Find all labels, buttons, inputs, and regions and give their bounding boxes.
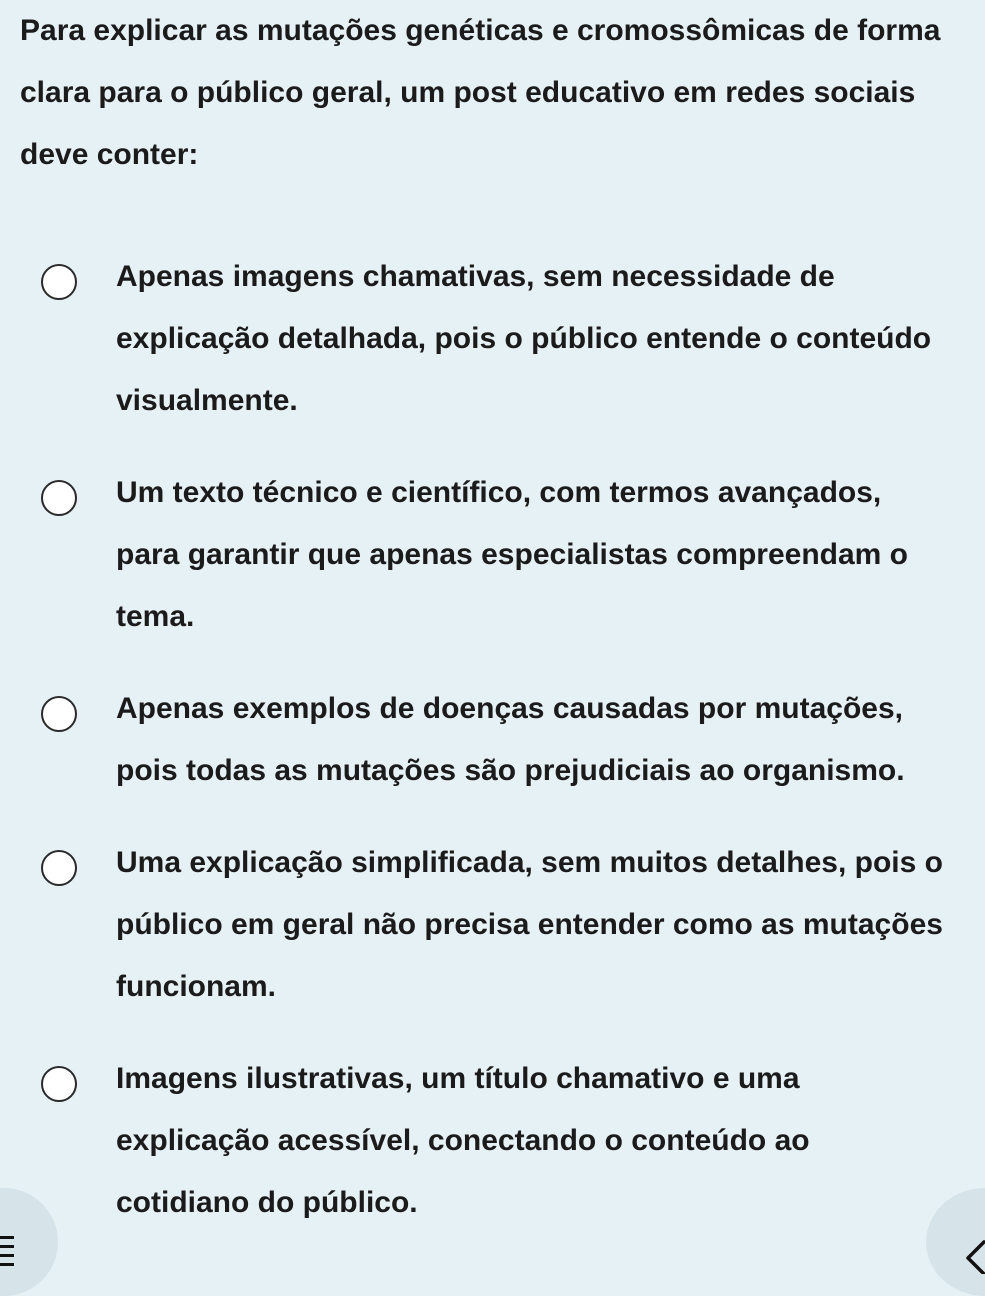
chevron-left-icon [962, 1238, 985, 1274]
radio-button[interactable] [41, 696, 77, 732]
answer-options [0, 246, 985, 1264]
option-4[interactable] [0, 832, 946, 1018]
question-text: Para explicar as mutações genéticas e cromossômicas de forma clara para o público geral, um post educativo em redes sociais deve conter: [20, 14, 941, 171]
option-3[interactable] [0, 678, 946, 802]
menu-icon [0, 1236, 14, 1274]
radio-button[interactable] [41, 480, 77, 516]
radio-button[interactable] [41, 850, 77, 886]
option-label: Um texto técnico e científico, com termos avançados, para garantir que apenas especialistas compreendam o tema. [116, 476, 908, 633]
option-label: Uma explicação simplificada, sem muitos detalhes, pois o público em geral não precisa entender como as mutações funcionam. [116, 846, 943, 1003]
option-label: Apenas imagens chamativas, sem necessidade de explicação detalhada, pois o público entende o conteúdo visualmente. [116, 260, 932, 417]
radio-button[interactable] [41, 264, 77, 300]
option-2[interactable] [0, 462, 946, 648]
radio-button[interactable] [41, 1066, 77, 1102]
option-5[interactable] [0, 1048, 946, 1234]
option-1[interactable] [0, 246, 946, 432]
option-label: Apenas exemplos de doenças causadas por mutações, pois todas as mutações são prejudiciais ao organismo. [116, 692, 905, 787]
option-label: Imagens ilustrativas, um título chamativo e uma explicação acessível, conectando o conteúdo ao cotidiano do público. [116, 1062, 810, 1219]
